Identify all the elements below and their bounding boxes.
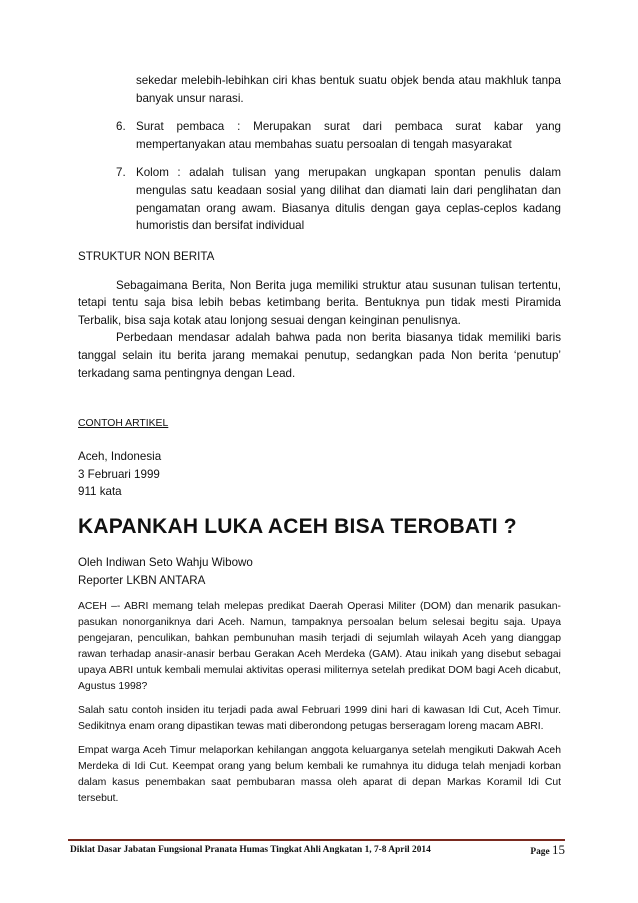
example-heading-text: CONTOH ARTIKEL: [78, 418, 169, 429]
dateline-date: 3 Februari 1999: [78, 467, 160, 481]
byline: [78, 554, 561, 589]
page-label: Page: [530, 847, 550, 857]
footer-text: Diklat Dasar Jabatan Fungsional Pranata Humas Tingkat Ahli Angkatan 1, 7-8 April 2014: [70, 845, 431, 855]
list-item-5-continuation: [78, 72, 561, 107]
byline-author: Oleh Indiwan Seto Wahju Wibowo: [78, 556, 253, 569]
article-paragraph: Salah satu contoh insiden itu terjadi pada awal Februari 1999 dini hari di kawasan Idi Cut, Aceh Timur. Sedikitnya enam orang dipastikan tewas mati diberondong petugas berseragam loreng macam ABRI.: [78, 705, 561, 732]
list-item-text: Kolom : adalah tulisan yang merupakan ungkapan spontan penulis dalam mengulas satu keadaan sosial yang dilihat dan diamati lain dari penglihatan dan pengamatan orang awam. Biasanya ditulis dengan gaya ceplas-ceplos kadang humoristis dan bersifat individual: [136, 166, 561, 233]
footer-rule: [68, 839, 565, 841]
article-paragraph: Empat warga Aceh Timur melaporkan kehilangan anggota keluarganya setelah mengikuti Dakwah Aceh Merdeka di Idi Cut. Keempat orang yang belum kembali ke rumahnya itu diduga telah menjadi korban dalam kasus penembakan saat pembubaran massa oleh aparat di depan Markas Koramil Idi Cut tersebut.: [78, 745, 561, 804]
list-item-6: [78, 118, 561, 153]
list-item-text: Surat pembaca : Merupakan surat dari pembaca surat kabar yang mempertanyakan atau membahas suatu persoalan di tengah masyarakat: [136, 120, 561, 151]
dateline-block: [78, 448, 561, 501]
article-title: KAPANKAH LUKA ACEH BISA TEROBATI ?: [78, 515, 517, 538]
byline-role: Reporter LKBN ANTARA: [78, 573, 206, 587]
type-list: [78, 72, 561, 242]
article-body: [78, 599, 561, 815]
dateline-place: Aceh, Indonesia: [78, 450, 162, 463]
article-paragraph: ACEH –- ABRI memang telah melepas predikat Daerah Operasi Militer (DOM) dan menarik pasukan-pasukan nonorganiknya dari Aceh. Namun, tampaknya persoalan belum selesai begitu saja. Upaya pengejaran, penculikan, bahkan pembunuhan masih terjadi di sejumlah wilayah Aceh yang dianggap rawan terhadap anasir-anasir berbau Gerakan Aceh Merdeka (GAM). Atau inikah yang disebut sebagai upaya ABRI untuk kembali memulai aktivitas operasi militernya setelah predikat DOM bagi Aceh dicabut, Agustus 1998?: [78, 601, 561, 692]
list-item-number: 7.: [116, 166, 126, 180]
page-footer: [70, 842, 565, 857]
example-heading: [78, 418, 561, 429]
word-count: 911 kata: [78, 485, 122, 499]
list-item-text: sekedar melebih-lebihkan ciri khas bentuk suatu objek benda atau makhluk tanpa banyak unsur narasi.: [136, 74, 561, 105]
list-item-7: [78, 164, 561, 234]
section-struktur: [78, 248, 561, 382]
page-number: 15: [552, 842, 565, 857]
paragraph: Perbedaan mendasar adalah bahwa pada non berita biasanya tidak memiliki baris tanggal selain itu berita jarang memakai penutup, sedangkan pada Non berita ‘penutup’ terkadang sama pentingnya dengan Lead.: [78, 331, 561, 380]
paragraph: Sebagaimana Berita, Non Berita juga memiliki struktur atau susunan tulisan tertentu, tetapi tentu saja bisa lebih bebas ketimbang berita. Bentuknya pun tidak mesti Piramida Terbalik, bisa saja kotak atau lonjong sesuai dengan keinginan penulisnya.: [78, 278, 561, 327]
page-number-block: [530, 842, 565, 858]
section-heading: STRUKTUR NON BERITA: [78, 250, 215, 263]
list-item-number: 6.: [116, 120, 126, 134]
